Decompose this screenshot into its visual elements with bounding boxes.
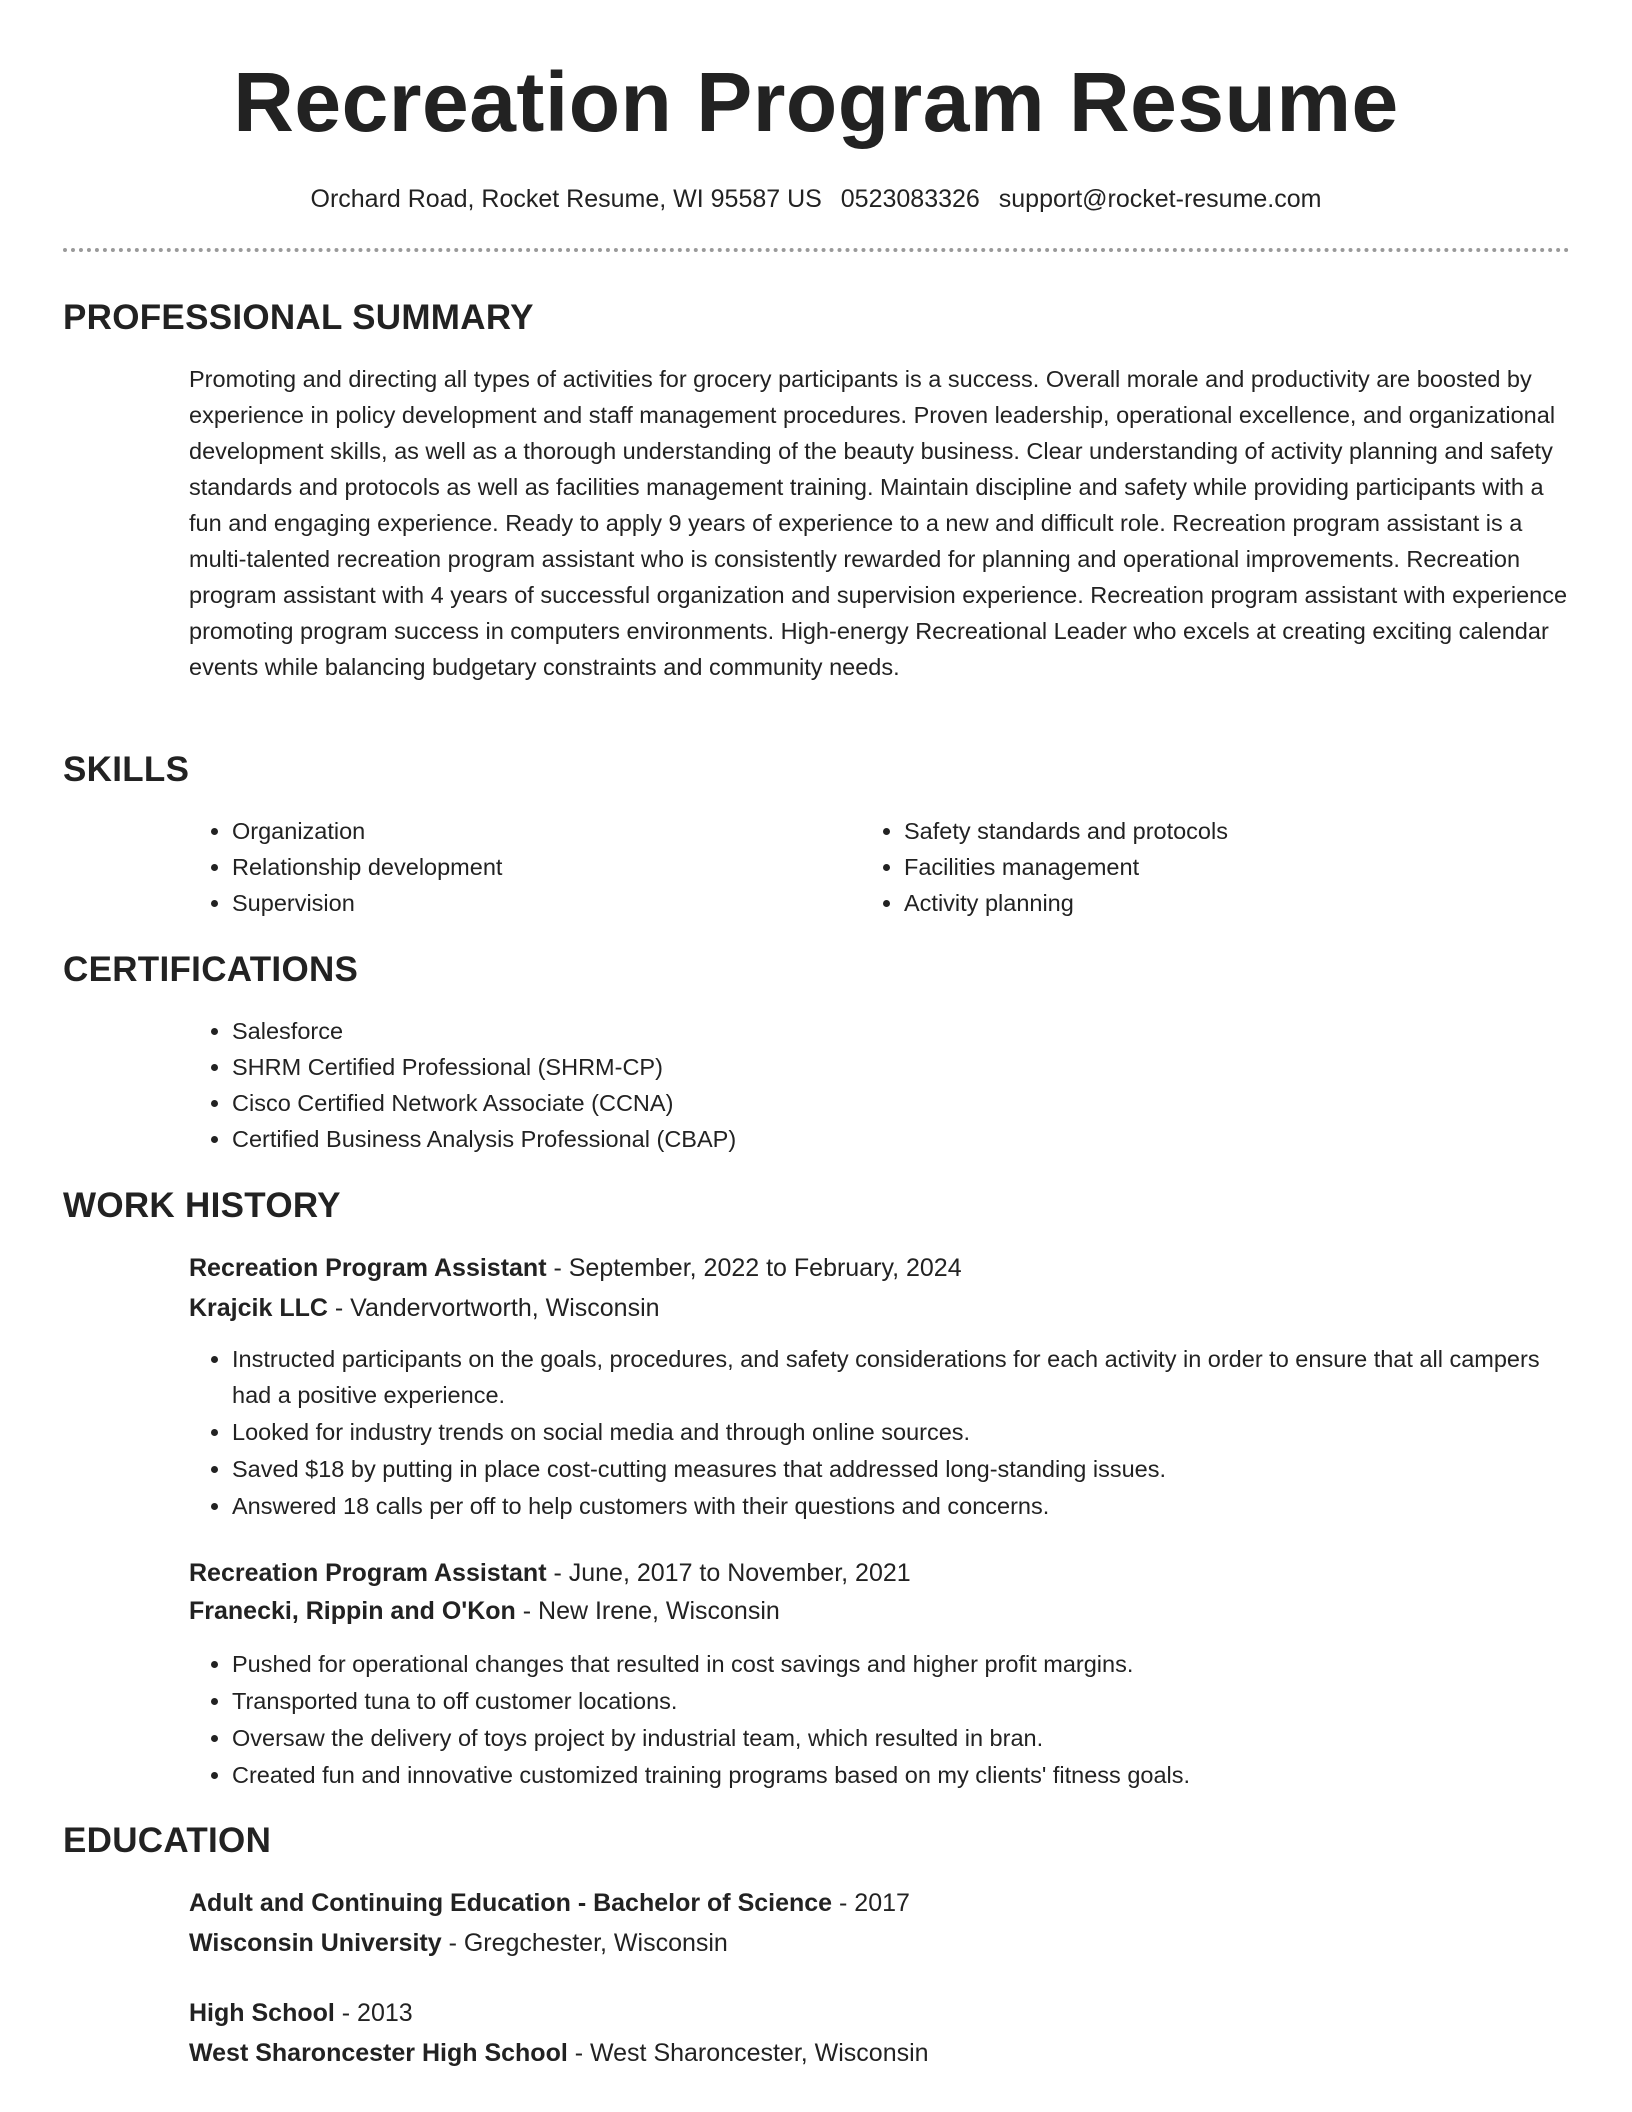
job-location: - Vandervortworth, Wisconsin: [327, 1294, 660, 1322]
job-bullet: • Answered 18 calls per off to help customers with their questions and concerns.: [232, 1488, 1572, 1524]
job-company-line: [189, 1592, 780, 1630]
work-history-heading: WORK HISTORY: [63, 1186, 341, 1225]
header-divider: [63, 248, 1570, 252]
job-location: - New Irene, Wisconsin: [515, 1597, 780, 1625]
job-bullet: • Instructed participants on the goals, procedures, and safety considerations for each activity in order to ensure that all campers had a positive experience.: [232, 1341, 1572, 1413]
skill-item: • Organization: [232, 813, 852, 849]
resume-title: Recreation Program Resume: [233, 55, 1399, 149]
contact-email: support@rocket-resume.com: [998, 185, 1322, 213]
education-degree-line: [189, 1884, 910, 1922]
skills-heading: SKILLS: [63, 750, 190, 789]
education-school-line: [189, 2034, 929, 2072]
certification-item: • SHRM Certified Professional (SHRM-CP): [232, 1049, 1532, 1085]
certification-item: • Certified Business Analysis Professional (CBAP): [232, 1121, 1532, 1157]
job-dates: - September, 2022 to February, 2024: [546, 1254, 962, 1282]
skill-item: • Facilities management: [904, 849, 1564, 885]
skill-item: • Relationship development: [232, 849, 852, 885]
education-degree: Adult and Continuing Education - Bachelor of Science: [189, 1889, 833, 1917]
education-school: Wisconsin University: [189, 1929, 442, 1957]
job-company: Krajcik LLC: [189, 1294, 328, 1322]
education-location: - Gregchester, Wisconsin: [441, 1929, 728, 1957]
education-school: West Sharoncester High School: [189, 2039, 568, 2067]
education-year: - 2017: [832, 1889, 910, 1917]
education-heading: EDUCATION: [63, 1821, 272, 1860]
certifications-list: [189, 1013, 1532, 1157]
certification-item: • Cisco Certified Network Associate (CCNA): [232, 1085, 1532, 1121]
job-company: Franecki, Rippin and O'Kon: [189, 1597, 516, 1625]
job-bullet: • Transported tuna to off customer locations.: [232, 1683, 1572, 1719]
skill-item: • Supervision: [232, 885, 852, 921]
skill-item: • Safety standards and protocols: [904, 813, 1564, 849]
job-bullets: [189, 1341, 1572, 1525]
education-year: - 2013: [334, 1999, 413, 2027]
skill-item: • Activity planning: [904, 885, 1564, 921]
job-dates: - June, 2017 to November, 2021: [546, 1559, 911, 1587]
job-bullets: [189, 1646, 1572, 1794]
contact-address: Orchard Road, Rocket Resume, WI 95587 US: [310, 185, 822, 213]
contact-phone: 0523083326: [840, 185, 980, 213]
summary-heading: PROFESSIONAL SUMMARY: [63, 298, 534, 337]
job-title: Recreation Program Assistant: [189, 1254, 547, 1282]
skills-list-left: [189, 813, 852, 921]
job-company-line: [189, 1289, 660, 1327]
job-bullet: • Created fun and innovative customized training programs based on my clients' fitness goals.: [232, 1757, 1572, 1793]
job-bullet: • Looked for industry trends on social media and through online sources.: [232, 1414, 1572, 1450]
job-bullet: • Oversaw the delivery of toys project by industrial team, which resulted in bran.: [232, 1720, 1572, 1756]
job-title-line: [189, 1554, 911, 1592]
summary-text: Promoting and directing all types of activities for grocery participants is a success. Overall morale and productivity are boosted by experience in policy development and staff management procedures. Proven leadership, operational excellence, and organizational development skills, as well as a thorough understanding of the beauty business. Clear understanding of activity planning and safety standards and protocols as well as facilities management training. Maintain discipline and safety while providing participants with a fun and engaging experience. Ready to apply 9 years of experience to a new and difficult role. Recreation program assistant is a multi-talented recreation program assistant who is consistently rewarded for planning and operational improvements. Recreation program assistant with 4 years of successful organization and supervision experience. Recreation program assistant with experience promoting program success in computers environments. High-energy Recreational Leader who excels at creating exciting calendar events while balancing budgetary constraints and community needs.: [189, 366, 1568, 680]
certifications-heading: CERTIFICATIONS: [63, 950, 359, 989]
job-bullet: • Pushed for operational changes that resulted in cost savings and higher profit margins.: [232, 1646, 1572, 1682]
education-location: - West Sharoncester, Wisconsin: [567, 2039, 929, 2067]
job-title: Recreation Program Assistant: [189, 1559, 547, 1587]
certification-item: • Salesforce: [232, 1013, 1532, 1049]
contact-line: [0, 181, 1632, 217]
job-bullet: • Saved $18 by putting in place cost-cutting measures that addressed long-standing issues.: [232, 1451, 1572, 1487]
education-school-line: [189, 1924, 728, 1962]
skills-list-right: [861, 813, 1564, 921]
education-degree: High School: [189, 1999, 335, 2027]
job-title-line: [189, 1249, 962, 1287]
education-degree-line: [189, 1994, 413, 2032]
